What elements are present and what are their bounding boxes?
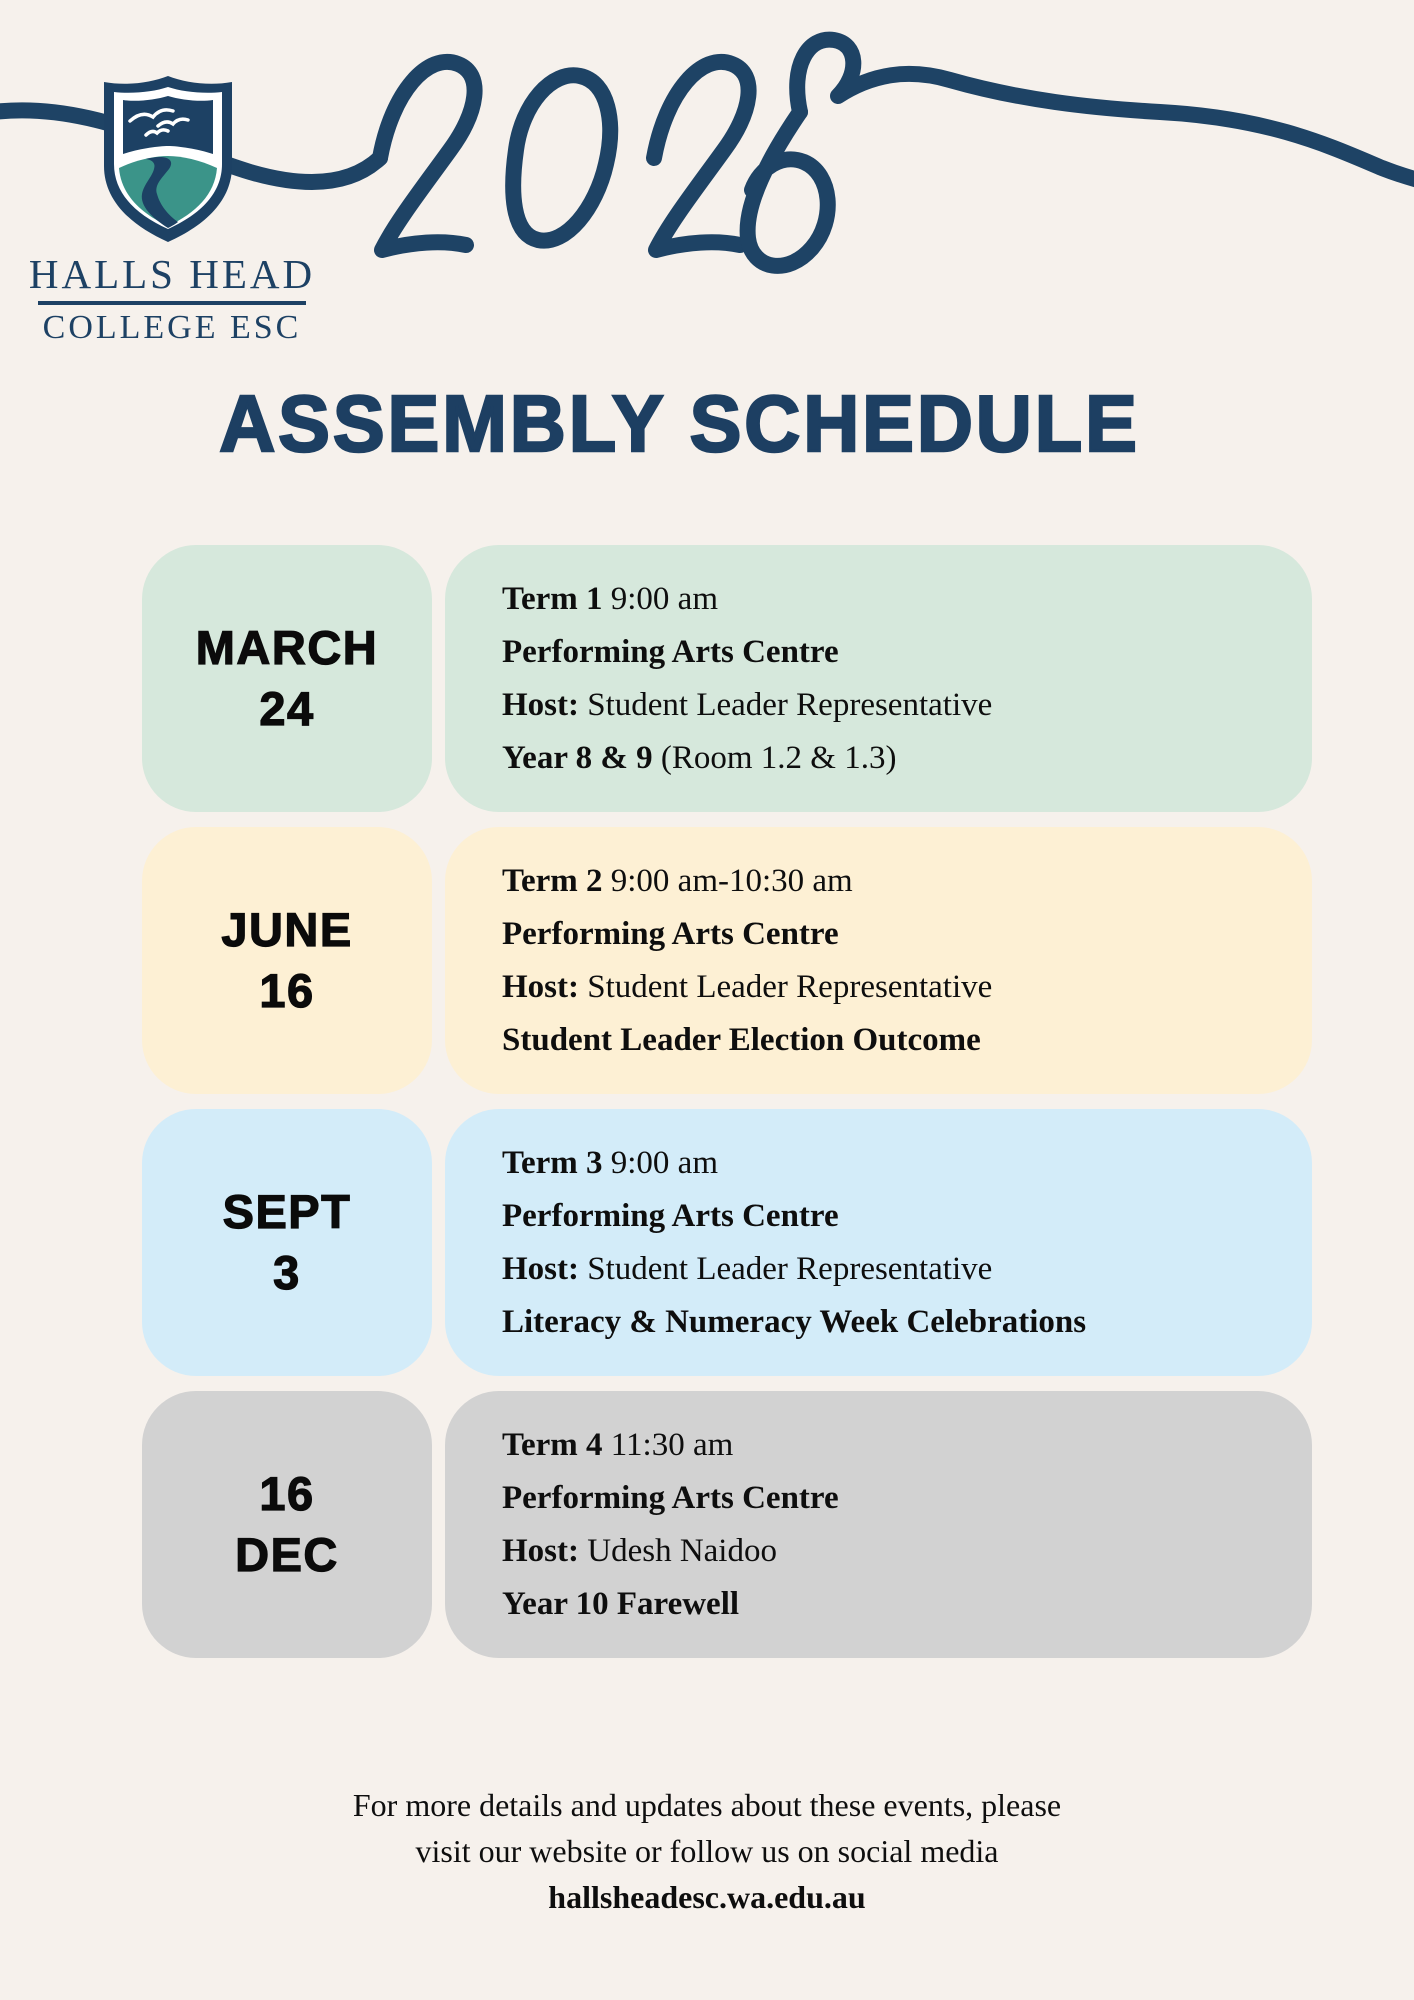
event-line: Performing Arts Centre [502,915,839,952]
event-details [445,1109,1312,1376]
event-line: Year 8 & 9 (Room 1.2 & 1.3) [502,739,897,776]
event-line: Host: Udesh Naidoo [502,1532,777,1569]
logo-divider [38,301,306,305]
event-line: Student Leader Election Outcome [502,1021,981,1058]
date-day: 16 [259,963,315,1017]
date-badge [142,1391,432,1658]
event-details [445,1391,1312,1658]
schedule-list [142,545,1312,1658]
event-line: Year 10 Farewell [502,1585,740,1622]
date-badge [142,1109,432,1376]
shield-sky-panel [123,96,213,154]
event-line: Performing Arts Centre [502,1197,839,1234]
event-line: Performing Arts Centre [502,1479,839,1516]
event-line: Performing Arts Centre [502,633,839,670]
event-line: Term 4 11:30 am [502,1426,734,1463]
date-month: JUNE [221,903,353,957]
event-line: Term 2 9:00 am-10:30 am [502,862,853,899]
event-details [445,827,1312,1094]
event-line: Term 3 9:00 am [502,1144,718,1181]
footer-line: For more details and updates about these events, please [352,1787,1062,1823]
event-line: Literacy & Numeracy Week Celebrations [502,1303,1087,1340]
event-details [445,545,1312,812]
event-line: Term 1 9:00 am [502,580,718,617]
date-month: SEPT [222,1185,352,1239]
schedule-row-sept [142,1109,1312,1376]
date-day: 3 [273,1245,301,1299]
schedule-row-dec [142,1391,1312,1658]
event-line: Host: Student Leader Representative [502,968,993,1005]
date-day: 24 [259,681,315,735]
school-shield-logo-icon [104,76,232,242]
page-title: ASSEMBLY SCHEDULE [218,379,1140,468]
date-month: DEC [235,1527,339,1581]
event-line: Host: Student Leader Representative [502,686,993,723]
date-day: 16 [259,1467,315,1521]
logo-wordmark [22,250,322,347]
logo-subname: COLLEGE ESC [42,308,302,346]
logo-name: HALLS HEAD [28,251,316,297]
date-badge [142,545,432,812]
schedule-row-march [142,545,1312,812]
page-title-wrap [0,378,1414,470]
footer [0,1782,1414,1920]
date-month: MARCH [195,621,379,675]
footer-line: visit our website or follow us on social media [415,1833,999,1869]
schedule-row-june [142,827,1312,1094]
website-url: hallsheadesc.wa.edu.au [548,1879,866,1915]
date-badge [142,827,432,1094]
event-line: Host: Student Leader Representative [502,1250,993,1287]
